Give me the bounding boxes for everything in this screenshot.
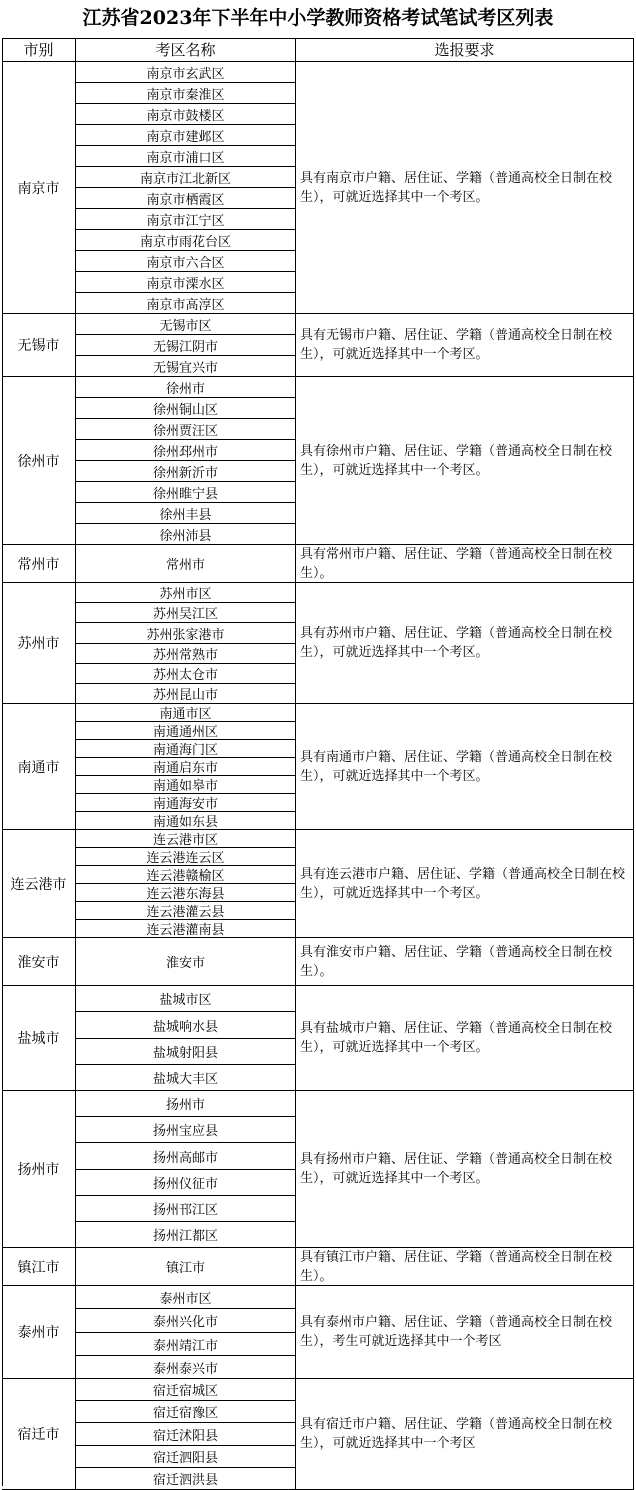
district-cell: 苏州太仓市 [76,664,296,684]
district-cell: 南京市建邺区 [76,125,296,146]
district-cell: 盐城市区 [76,986,296,1012]
district-cell: 南通通州区 [76,722,296,740]
district-cell: 宿迁宿豫区 [76,1401,296,1423]
district-cell: 徐州市 [76,377,296,398]
district-cell: 连云港灌南县 [76,920,296,938]
district-cell: 常州市 [76,545,296,583]
district-cell: 南京市溧水区 [76,272,296,293]
district-cell: 南京市雨花台区 [76,230,296,251]
requirement-cell: 具有宿迁市户籍、居住证、学籍（普通高校全日制在校生），可就近选择其中一个考区 [296,1379,634,1490]
district-cell: 徐州沛县 [76,524,296,545]
district-cell: 苏州常熟市 [76,644,296,664]
district-cell: 无锡江阴市 [76,335,296,356]
city-cell: 淮安市 [2,938,76,986]
district-cell: 扬州仪征市 [76,1170,296,1196]
requirement-cell: 具有镇江市户籍、居住证、学籍（普通高校全日制在校生）。 [296,1248,634,1286]
city-cell: 常州市 [2,545,76,583]
district-cell: 南京市玄武区 [76,62,296,83]
requirement-cell: 具有泰州市户籍、居住证、学籍（普通高校全日制在校生），考生可就近选择其中一个考区 [296,1286,634,1379]
district-cell: 苏州吴江区 [76,603,296,623]
district-cell: 宿迁泗阳县 [76,1446,296,1468]
district-cell: 连云港赣榆区 [76,866,296,884]
requirement-cell: 具有苏州市户籍、居住证、学籍（普通高校全日制在校生），可就近选择其中一个考区。 [296,583,634,704]
district-cell: 连云港灌云县 [76,902,296,920]
requirement-cell: 具有连云港市户籍、居住证、学籍（普通高校全日制在校生），可就近选择其中一个考区。 [296,830,634,938]
header-district: 考区名称 [76,38,296,62]
district-cell: 连云港连云区 [76,848,296,866]
district-cell: 南京市江北新区 [76,167,296,188]
district-cell: 宿迁宿城区 [76,1379,296,1401]
city-cell: 南京市 [2,62,76,314]
district-cell: 扬州江都区 [76,1222,296,1248]
district-cell: 南京市鼓楼区 [76,104,296,125]
exam-district-table [2,38,634,1486]
district-cell: 泰州市区 [76,1286,296,1309]
district-cell: 南京市栖霞区 [76,188,296,209]
district-cell: 盐城射阳县 [76,1039,296,1065]
district-cell: 南通如东县 [76,812,296,830]
district-cell: 徐州新沂市 [76,461,296,482]
city-cell: 徐州市 [2,377,76,545]
district-cell: 徐州铜山区 [76,398,296,419]
city-cell: 扬州市 [2,1091,76,1248]
requirement-cell: 具有淮安市户籍、居住证、学籍（普通高校全日制在校生）。 [296,938,634,986]
district-cell: 南通市区 [76,704,296,722]
requirement-cell: 具有徐州市户籍、居住证、学籍（普通高校全日制在校生），可就近选择其中一个考区。 [296,377,634,545]
district-cell: 苏州市区 [76,583,296,603]
district-cell: 扬州市 [76,1091,296,1117]
district-cell: 扬州高邮市 [76,1143,296,1170]
district-cell: 连云港市区 [76,830,296,848]
district-cell: 无锡宜兴市 [76,356,296,377]
district-cell: 苏州昆山市 [76,684,296,704]
district-cell: 南京市浦口区 [76,146,296,167]
district-cell: 徐州丰县 [76,503,296,524]
district-cell: 扬州宝应县 [76,1117,296,1143]
district-cell: 南通海门区 [76,740,296,758]
district-cell: 镇江市 [76,1248,296,1286]
city-cell: 南通市 [2,704,76,830]
district-cell: 无锡市区 [76,314,296,335]
requirement-cell: 具有南通市户籍、居住证、学籍（普通高校全日制在校生），可就近选择其中一个考区。 [296,704,634,830]
district-cell: 盐城响水县 [76,1012,296,1039]
district-cell: 徐州邳州市 [76,440,296,461]
district-cell: 南通如皋市 [76,776,296,794]
city-cell: 宿迁市 [2,1379,76,1490]
page-title: 江苏省2023年下半年中小学教师资格考试笔试考区列表 [82,7,554,29]
district-cell: 淮安市 [76,938,296,986]
requirement-cell: 具有常州市户籍、居住证、学籍（普通高校全日制在校生）。 [296,545,634,583]
district-cell: 宿迁泗洪县 [76,1468,296,1490]
district-cell: 宿迁沭阳县 [76,1423,296,1446]
district-cell: 泰州泰兴市 [76,1356,296,1379]
district-cell: 南京市秦淮区 [76,83,296,104]
header-city: 市别 [2,38,76,62]
header-requirement: 选报要求 [296,38,634,62]
district-cell: 南京市六合区 [76,251,296,272]
district-cell: 盐城大丰区 [76,1065,296,1091]
requirement-cell: 具有盐城市户籍、居住证、学籍（普通高校全日制在校生），可就近选择其中一个考区。 [296,986,634,1091]
city-cell: 泰州市 [2,1286,76,1379]
city-cell: 苏州市 [2,583,76,704]
district-cell: 连云港东海县 [76,884,296,902]
district-cell: 苏州张家港市 [76,623,296,644]
city-cell: 连云港市 [2,830,76,938]
city-cell: 盐城市 [2,986,76,1091]
district-cell: 南京市江宁区 [76,209,296,230]
requirement-cell: 具有无锡市户籍、居住证、学籍（普通高校全日制在校生），可就近选择其中一个考区。 [296,314,634,377]
district-cell: 南通启东市 [76,758,296,776]
district-cell: 泰州兴化市 [76,1309,296,1333]
city-cell: 镇江市 [2,1248,76,1286]
requirement-cell: 具有扬州市户籍、居住证、学籍（普通高校全日制在校生），可就近选择其中一个考区。 [296,1091,634,1248]
district-cell: 泰州靖江市 [76,1333,296,1356]
requirement-cell: 具有南京市户籍、居住证、学籍（普通高校全日制在校生），可就近选择其中一个考区。 [296,62,634,314]
district-cell: 南京市高淳区 [76,293,296,314]
district-cell: 徐州睢宁县 [76,482,296,503]
district-cell: 南通海安市 [76,794,296,812]
city-cell: 无锡市 [2,314,76,377]
district-cell: 扬州邗江区 [76,1196,296,1222]
district-cell: 徐州贾汪区 [76,419,296,440]
